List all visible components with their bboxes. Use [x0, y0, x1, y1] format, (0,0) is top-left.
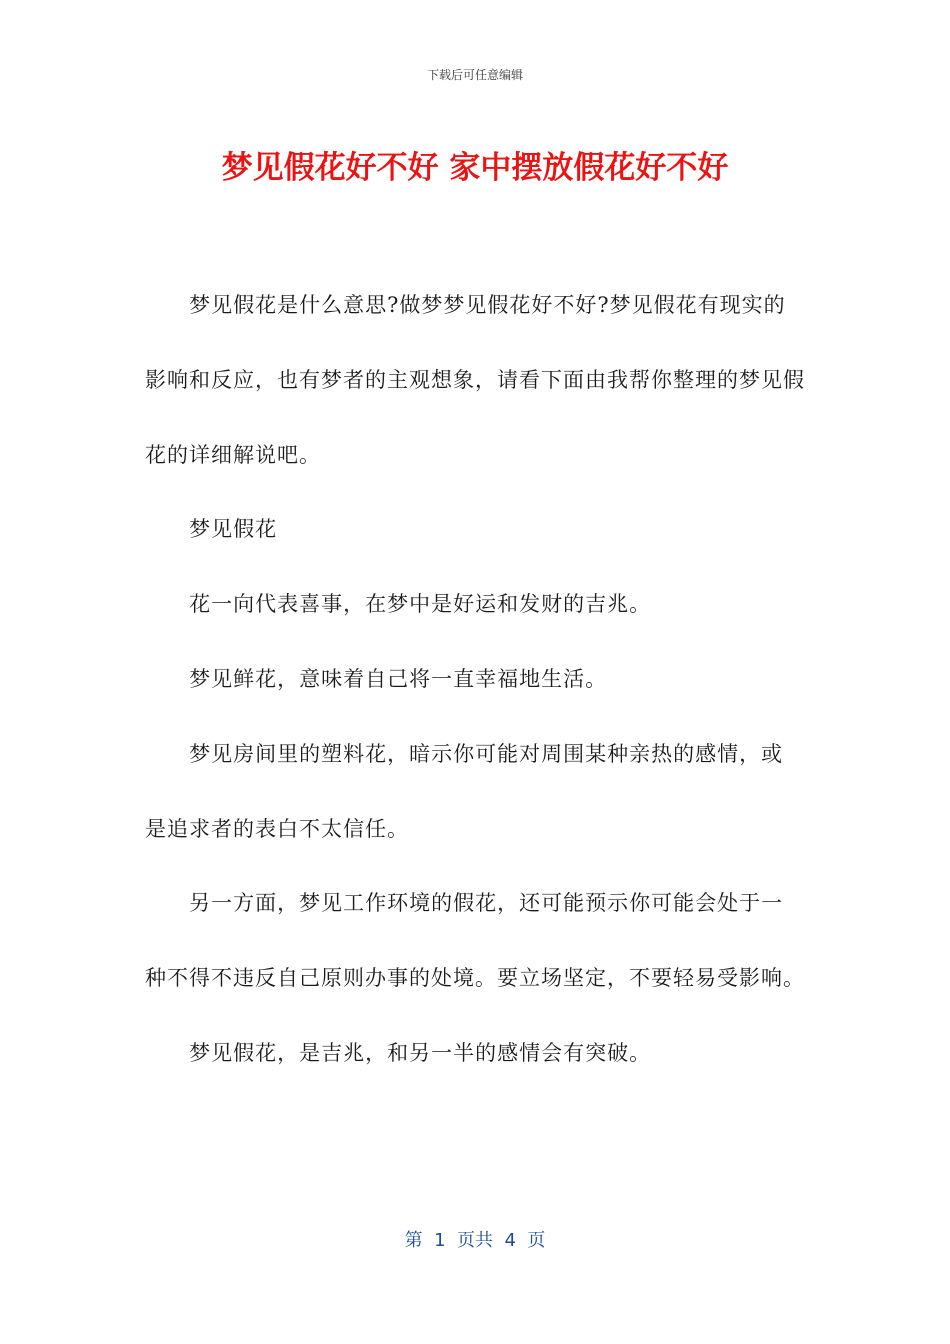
paragraph-flowers-meaning: 花一向代表喜事，在梦中是好运和发财的吉兆。: [189, 592, 652, 617]
paragraph-intro: 梦见假花是什么意思?做梦梦见假花好不好?梦见假花有现实的影响和反应，也有梦者的主观想象，请看下面由我帮你整理的梦见假花的详细解说吧。: [145, 293, 805, 467]
paragraph-work-environment: 另一方面，梦见工作环境的假花，还可能预示你可能会处于一种不得不违反自己原则办事的处境。要立场坚定，不要轻易受影响。: [145, 891, 805, 991]
paragraph-subheading: 梦见假花: [189, 517, 278, 542]
paragraph-good-omen: 梦见假花，是吉兆，和另一半的感情会有突破。: [189, 1040, 652, 1065]
page-number: 第 1 页共 4 页: [404, 1230, 546, 1251]
document-body: [145, 268, 805, 1091]
header-note: 下载后可任意编辑: [426, 68, 523, 82]
paragraph-fresh-flowers: 梦见鲜花，意味着自己将一直幸福地生活。: [189, 666, 608, 691]
document-title: 梦见假花好不好 家中摆放假花好不好: [221, 150, 729, 186]
paragraph-plastic-flowers: 梦见房间里的塑料花，暗示你可能对周围某种亲热的感情，或是追求者的表白不太信任。: [145, 741, 784, 841]
